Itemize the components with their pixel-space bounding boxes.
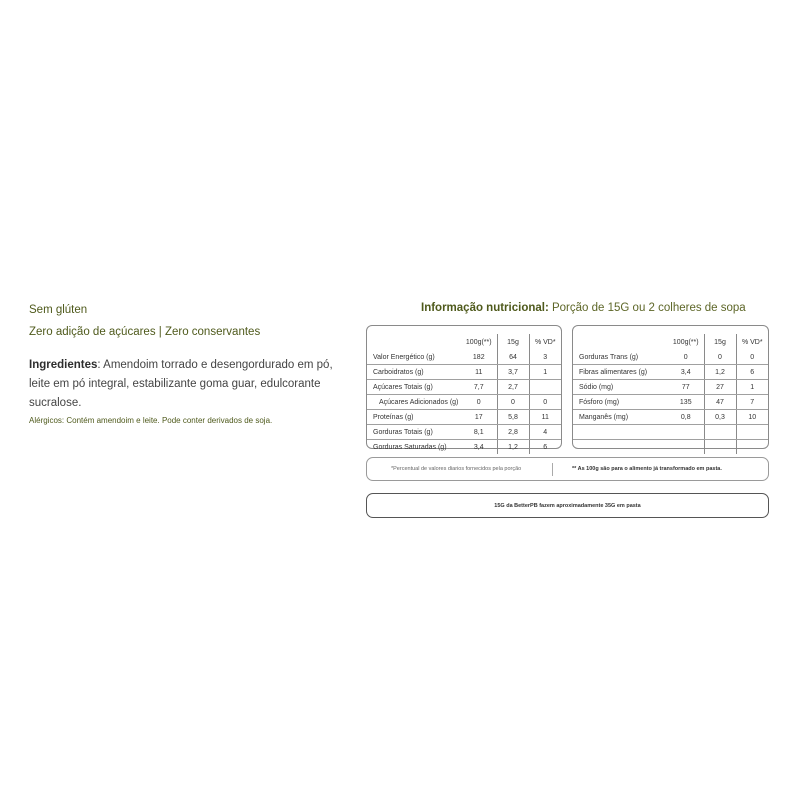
column-header [573, 334, 668, 350]
nutrient-value: 1 [736, 380, 768, 395]
table-row [367, 395, 561, 410]
nutrient-label: Gorduras Totais (g) [367, 425, 461, 440]
table-row [367, 380, 561, 395]
nutrient-label: Carboidratos (g) [367, 365, 461, 380]
nutrient-value: 3,4 [668, 365, 704, 380]
nutrient-value: 3,7 [497, 365, 529, 380]
table-row [367, 410, 561, 425]
column-header: % VD* [529, 334, 561, 350]
nutrient-value: 47 [704, 395, 736, 410]
nutrient-label: Proteínas (g) [367, 410, 461, 425]
ingredients-text [29, 356, 349, 413]
nutrient-value: 7 [736, 395, 768, 410]
column-header: % VD* [736, 334, 768, 350]
table-row [573, 395, 768, 410]
footnote-divider [552, 463, 553, 476]
table-row [573, 365, 768, 380]
nutrient-value: 1 [529, 365, 561, 380]
nutrient-value: 64 [497, 350, 529, 365]
nutrient-value: 0 [736, 350, 768, 365]
nutrient-value: 0 [704, 350, 736, 365]
nutrient-value: 6 [529, 440, 561, 455]
nutrient-value [704, 440, 736, 455]
nutrient-value: 2,7 [497, 380, 529, 395]
nutrient-value: 7,7 [461, 380, 497, 395]
column-header: 15g [497, 334, 529, 350]
table-row [573, 410, 768, 425]
table-header-row [573, 334, 768, 350]
footnote-box [366, 457, 769, 481]
nutrition-title [421, 302, 746, 314]
nutrient-label: Gorduras Saturadas (g) [373, 443, 447, 451]
nutrient-label: Valor Energético (g) [367, 350, 461, 365]
nutrient-value: 0 [497, 395, 529, 410]
nutrient-value: 11 [461, 365, 497, 380]
nutrient-value: 1,2 [497, 440, 529, 455]
nutrient-value [736, 425, 768, 440]
nutrient-label: Fibras alimentares (g) [573, 365, 668, 380]
nutrient-value: 10 [736, 410, 768, 425]
footnote-100g: ** As 100g são para o alimento já transformado em pasta. [572, 466, 722, 472]
nutrient-label: Açúcares Adicionados (g) [367, 395, 461, 410]
nutrition-table-2 [572, 325, 769, 449]
nutrient-value: 1,2 [704, 365, 736, 380]
table-row [573, 425, 768, 440]
nutrient-value: 4 [529, 425, 561, 440]
no-sugar-label: Zero adição de açúcares | Zero conservantes [29, 326, 261, 338]
nutrient-value: 17 [461, 410, 497, 425]
table-row [367, 440, 561, 455]
nutrient-value: 3 [529, 350, 561, 365]
ingredients-list: : Amendoim torrado e desengordurado em pó, leite em pó integral, estabilizante goma guar, edulcorante sucralose. [29, 359, 333, 409]
nutrient-value: 0 [529, 395, 561, 410]
nutrient-label: Sódio (mg) [573, 380, 668, 395]
conversion-note-box [366, 493, 769, 518]
nutrient-value: 135 [668, 395, 704, 410]
nutrient-value: 0,8 [668, 410, 704, 425]
allergens-text: Alérgicos: Contém amendoim e leite. Pode conter derivados de soja. [29, 416, 273, 425]
column-header [367, 334, 461, 350]
nutrient-value: 6 [736, 365, 768, 380]
nutrient-value: 77 [668, 380, 704, 395]
table-row [573, 350, 768, 365]
nutrient-value: 3,4 [473, 443, 484, 451]
footnote-daily-values: *Percentual de valores diarios fornecidos pela porção [391, 466, 522, 472]
table-row [573, 440, 768, 455]
nutrient-value: 0 [461, 395, 497, 410]
nutrient-value: 0,3 [704, 410, 736, 425]
table-header-row [367, 334, 561, 350]
nutrient-label: Gorduras Trans (g) [573, 350, 668, 365]
nutrient-value: 27 [704, 380, 736, 395]
nutrition-table-2-grid [573, 334, 768, 454]
nutrient-label: Fósforo (mg) [573, 395, 668, 410]
table-row [573, 380, 768, 395]
column-header: 100g(**) [465, 338, 492, 346]
nutrition-table-1 [366, 325, 562, 449]
table-row [367, 425, 561, 440]
table-row [367, 350, 561, 365]
nutrient-label: Manganês (mg) [573, 410, 668, 425]
nutrition-title-label: Informação nutricional: [421, 302, 549, 314]
nutrient-value: 2,8 [497, 425, 529, 440]
nutrient-value [529, 380, 561, 395]
nutrient-value [736, 440, 768, 455]
nutrition-table-1-grid [367, 334, 561, 454]
nutrient-value [668, 425, 704, 440]
nutrient-value: 5,8 [497, 410, 529, 425]
table-row [367, 365, 561, 380]
column-header: 15g [704, 334, 736, 350]
nutrient-value: 0 [668, 350, 704, 365]
nutrient-label: Açúcares Totais (g) [367, 380, 461, 395]
portion-text: Porção de 15G ou 2 colheres de sopa [548, 302, 746, 314]
column-header: 100g(**) [672, 338, 699, 346]
nutrient-value [704, 425, 736, 440]
gluten-free-label: Sem glúten [29, 304, 88, 316]
nutrient-label [573, 425, 668, 440]
nutrient-label [573, 440, 668, 455]
nutrient-value: 8,1 [461, 425, 497, 440]
nutrient-value: 182 [461, 350, 497, 365]
nutrient-value [668, 440, 704, 455]
conversion-note: 15G da BetterPB fazem aproximadamente 35G em pasta [494, 503, 641, 509]
ingredients-label: Ingredientes [29, 359, 98, 371]
nutrient-value: 11 [529, 410, 561, 425]
